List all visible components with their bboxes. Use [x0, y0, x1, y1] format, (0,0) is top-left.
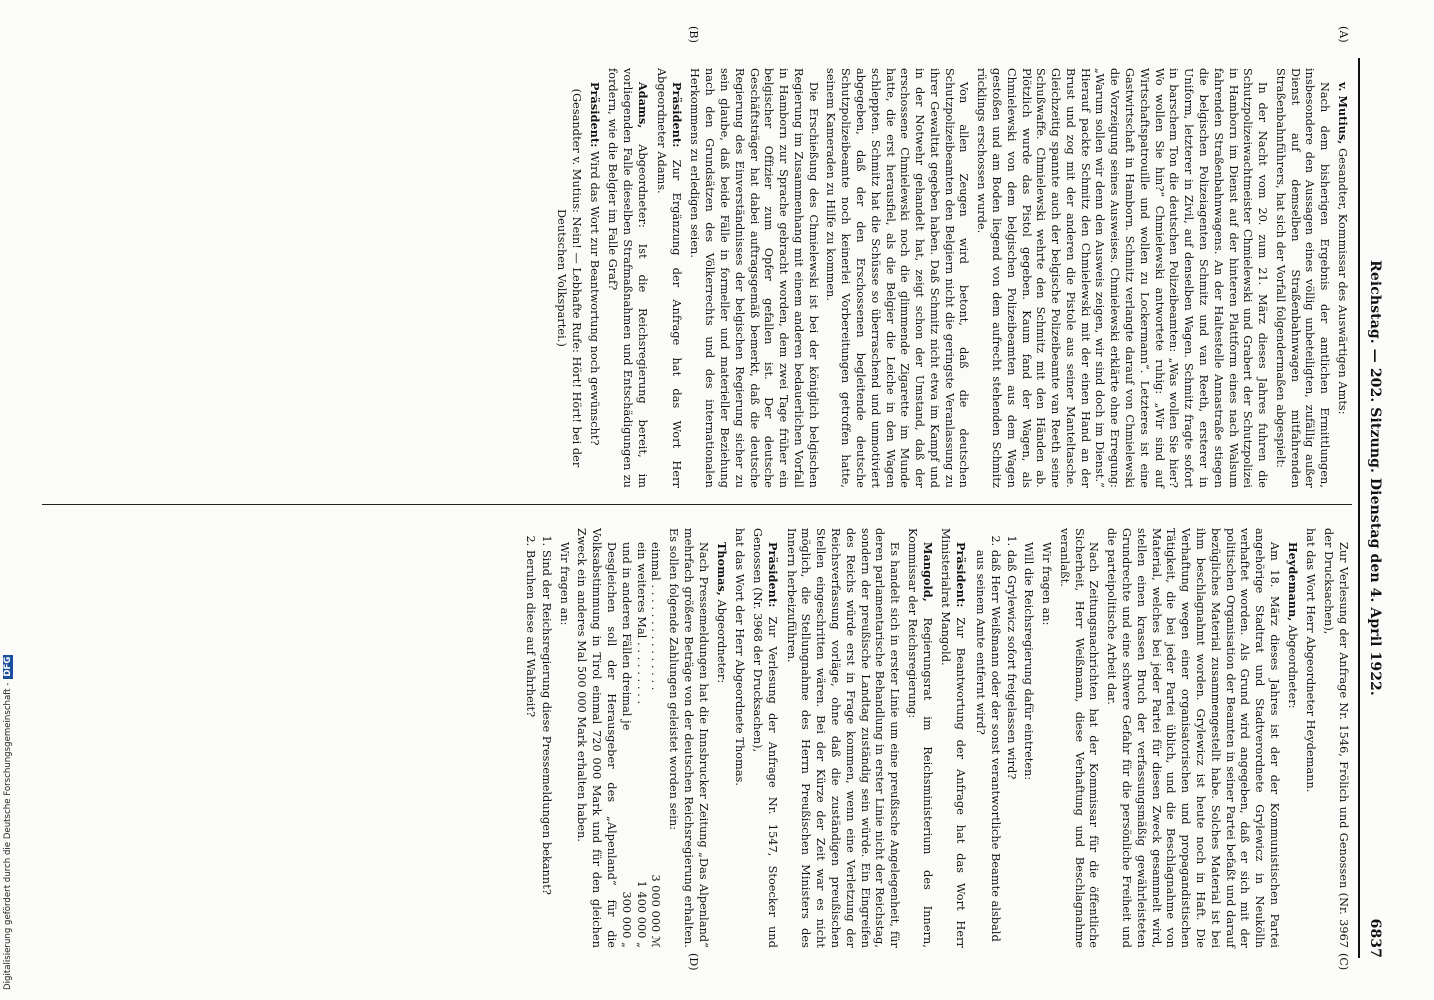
paragraph: Nach Pressemeldungen hat die Innsbrucker Zeitung „Das Alpenland“ mehrfach größere Beträge von der deutschen Reichsregierung erhalten. Es sollen folgende Zahlungen geleistet worden sein: — [667, 528, 710, 948]
credit-text: Digitalisierung gefördert durch die Deutsche Forschungsgemeinschaft - — [3, 682, 13, 990]
amount-row — [648, 542, 663, 948]
amount-label: ein weiteres Mal . . . . . . . . . — [634, 542, 648, 705]
digitization-credit — [3, 0, 15, 990]
speaker-name: Mangold, — [920, 542, 935, 602]
speaker-role: Abgeordneter: — [1285, 621, 1299, 709]
speech-text: Wird das Wort zur Beantwortung noch gewünscht? — [587, 147, 601, 446]
margin-marker-d: (D) — [687, 953, 700, 971]
paragraph: Von allen Zeugen wird betont, daß die deutschen Schutzpolizeibeamten den Belgiern nicht die geringste Veranlassung zu ihrer Gewalttat gegeben haben. Daß Schmitz nicht etwa im Kampf und in der Notwehr gehandelt hat, zeigt schon der Umstand, daß der erschossene Chmielewski noch die glimmende Zigarette im Munde hatte, die erst herausfiel, als die Belgier die Leiche in den Wagen schleppten. Schmitz hat die Schüsse so überraschend und unmotiviert abgegeben, daß der den Erschossenen begleitende deutsche Schutzpolizeibeamte noch keinerlei Vorbereitungen getroffen hatte, seinem Kameraden zu Hilfe zu kommen. — [824, 68, 971, 488]
amount-value: 1 400 000 „ — [634, 880, 648, 948]
amount-value: 300 000 „ — [619, 891, 633, 948]
paragraph: Zur Verlesung der Anfrage Nr. 1546, Frölich und Genossen (Nr. 3967 der Drucksachen), — [1322, 528, 1350, 948]
header-title: Reichstag. — 202. Sitzung. Dienstag den 4. April 1922. — [1367, 260, 1383, 696]
dfg-logo: DFG — [3, 656, 13, 677]
paragraph: hat das Wort der Herr Abgeordnete Thomas. — [733, 528, 747, 787]
list-item: 2. daß Herr Weißmann oder der sonst verantwortliche Beamte alsbald aus seinem Amte entfernt wird? — [972, 550, 1002, 948]
paragraph — [1284, 528, 1300, 948]
margin-marker-a: (A) — [1337, 26, 1350, 43]
column-divider — [42, 504, 1352, 505]
speaker-role: Abgeordneter: — [714, 595, 728, 684]
paragraph: Nach Zeitungsnachrichten hat der Kommissar für die öffentliche Sicherheit, Herr Weißmann, diese Verhaftung und Beschlagnahme veranlaßt. — [1057, 528, 1101, 948]
speech-text: Zur Verlesung der Anfrage Nr. 1547, Stoecker und Genossen (Nr. 3968 der Drucksachen), — [751, 528, 779, 948]
amount-value: 3 000 000 ℳ — [649, 874, 663, 948]
paragraph: Die Erschießung des Chmielewski ist bei der königlich belgischen Regierung im Zusammenhang mit einem anderen bedauerlichen Vorfall in Hamborn zur Sprache gebracht worden, dem zwei Tage früher ein belgischer Offizier zum Opfer gefallen ist. Der deutsche Geschäftsträger hat dabei auftragsgemäß bemerkt, daß die deutsche Regierung des Einverständnisses der belgischen Regierung sicher zu sein glaube, daß beide Fälle in formeller und materieller Beziehung nach den Grundsätzen des Völkerrechts und des internationalen Herkommens zu erledigen seien. — [688, 68, 820, 488]
speech-text: Zur Beantwortung der Anfrage hat das Wort Herr Ministerialrat Mangold. — [939, 528, 968, 948]
paragraph: Wir fragen an: — [1040, 542, 1054, 626]
list-item: 1. Sind der Reichsregierung diese Pressemeldungen bekannt? — [538, 550, 553, 948]
margin-marker-b: (B) — [687, 26, 700, 43]
paragraph: Am 18. März dieses Jahres ist der der Kommunistischen Partei angehörige Stadtrat und Stadtverordnete Grylewicz in Neukölln verhaftet worden. Als Grund wird angegeben, daß er sich mit der politischen Organisation der Beamten in seiner Partei befaßt und darauf bezügliches Material zusammengestellt habe. Solches Material ist bei ihm beschlagnahmt worden. Grylewicz ist heute noch in Haft. Die Verhaftung wegen einer organisatorischen und propagandistischen Tätigkeit, die bei jeder Partei üblich, und die Beschlagnahme von Material, welches bei jeder Partei für diesen Zweck gesammelt wird, stellen einen krassen Bruch der verfassungsmäßig gewährleisteten Grundrechte und eine schwere Gefahr für die persönliche Freiheit und die parteipolitische Arbeit dar. — [1105, 528, 1281, 948]
speaker-name: v. Mutius, — [1336, 82, 1350, 145]
speaker-name: Präsident: — [669, 82, 684, 148]
paragraph — [904, 528, 935, 948]
speaker-role: Gesandter, Kommissar des Auswärtigen Amts: — [1336, 144, 1349, 415]
question-list — [522, 550, 553, 948]
speaker-name: Thomas, — [714, 542, 729, 596]
interjection: (Gesandter v. Mutius: Nein! — Lebhafte Rufe: Hört! Hört! bei der Deutschen Volkspartei.) — [555, 88, 583, 468]
paragraph: hat das Wort Herr Abgeordneter Heydemann. — [1304, 528, 1318, 793]
rotated-document-page — [20, 18, 1390, 988]
paragraph: Wir fragen an: — [557, 542, 571, 626]
amount-row — [633, 542, 648, 948]
speaker-name: Präsident: — [765, 542, 780, 608]
paragraph: Will die Reichsregierung dafür eintreten: — [1022, 542, 1036, 781]
right-column — [518, 528, 1350, 948]
speech-text: Abgeordneter: Ist die Reichsregierung bereit, im vorliegenden Falle dieselben Strafmaßnahmen und Entschädigungen zu fordern, wie die Belgier im Falle Graf? — [606, 68, 650, 488]
amount-label: und in anderen Fällen dreimal je — [619, 542, 633, 731]
margin-marker-c: (C) — [1337, 953, 1350, 971]
paragraph: Es handelt sich in erster Linie um eine preußische Angelegenheit, für deren parlamentarische Behandlung in erster Linie nicht der Reichstag, sondern der preußische Landtag zuständig sein würde. Ein Eingreifen des Reichs würde erst in Frage kommen, wenn eine Verletzung der Reichsverfassung vorläge, ohne daß die zuständigen preußischen Stellen eingeschritten wären. Bei der Kürze der Zeit war es nicht möglich, die Stellungnahme des Herrn Preußischen Ministers des Innern herbeizuführen. — [784, 528, 902, 948]
paragraph — [938, 528, 969, 948]
list-item: 1. daß Grylewicz sofort freigelassen wird? — [1003, 550, 1018, 948]
paragraph — [586, 68, 602, 488]
list-item: 2. Beruhen diese auf Wahrheit? — [522, 550, 537, 948]
speaker-name: Heydemann, — [1285, 542, 1300, 622]
paragraph: Desgleichen soll der Herausgeber des „Alpenland“ für die Volksabstimmung in Tirol einmal 720 000 Mark und für den gleichen Zweck ein anderes Mal 500 000 Mark erhalten haben. — [575, 528, 619, 948]
paragraph — [749, 528, 780, 948]
paragraph — [1334, 68, 1350, 488]
amount-row — [618, 542, 633, 948]
speaker-role: Regierungsrat im Reichsministerium des Innern, Kommissar der Reichsregierung: — [905, 528, 934, 948]
speaker-name: Präsident: — [587, 82, 602, 148]
paragraph — [653, 68, 684, 488]
header-rule — [1358, 58, 1360, 958]
paragraph: In der Nacht vom 20. zum 21. März dieses Jahres fuhren die Schutzpolizeiwachtmeister Chmielewski und Grabert der Schutzpolizei in Hamborn im Dienst auf der hinteren Plattform eines nach Walsum fahrenden Straßenbahnwagens. An der Haltestelle Annastraße stiegen die belgischen Polizeiagenten Schmitz und van Reeth, ersterer in Uniform, letzterer in Zivil, auf denselben Wagen. Schmitz fragte sofort in barschem Ton die deutschen Polizeibeamten: „Was wollen Sie hier? Wo wollen Sie hin?“ Chmielewski antwortete ruhig: „Wir sind auf Wirtschaftspatrouille und wollen zu Lockermann“. Letzteres ist eine Gastwirtschaft in Hamborn. Schmitz verlangte darauf von Chmielewski die Vorzeigung seines Ausweises. Chmielewski erklärte ohne Erregung: „Warum sollen wir denn den Ausweis zeigen, wir sind doch im Dienst.“ Hierauf packte Schmitz den Chmielewski mit der einen Hand an der Brust und zog mit der anderen die Pistole aus seiner Manteltasche. Gleichzeitig spannte auch der belgische Polizeibeamte van Reeth seine Schußwaffe. Chmielewski wehrte den Schmitz mit den Händen ab. Plötzlich wurde das Pistol gegeben. Kaum fand der Wagen, als Chmielewski von dem belgischen Polizeibeamten aus dem Wagen gestoßen und am Boden liegend von dem aufrecht stehenden Schmitz rücklings erschossen wurde. — [975, 68, 1270, 488]
speaker-name: Adams, — [636, 82, 651, 129]
speech-text: Zur Ergänzung der Anfrage hat das Wort Herr Abgeordneter Adams. — [654, 68, 683, 488]
paragraph — [605, 68, 650, 488]
speaker-name: Präsident: — [954, 542, 969, 608]
paragraph — [713, 528, 729, 948]
amount-label: einmal . . . . . . . . . . . . . . . — [649, 542, 663, 691]
paragraph: Nach dem bisherigen Ergebnis der amtlichen Ermittlungen, insbesondere den Aussagen eines völlig unbeteiligten, zufällig außer Dienst auf demselben Straßenbahnwagen mitfahrenden Straßenbahnführers, hat sich der Vorfall folgendermaßen abgespielt: — [1273, 68, 1332, 488]
left-column — [550, 68, 1350, 488]
page-number: 6837 — [1367, 918, 1383, 958]
question-list — [972, 550, 1017, 948]
page-header — [1360, 58, 1390, 958]
